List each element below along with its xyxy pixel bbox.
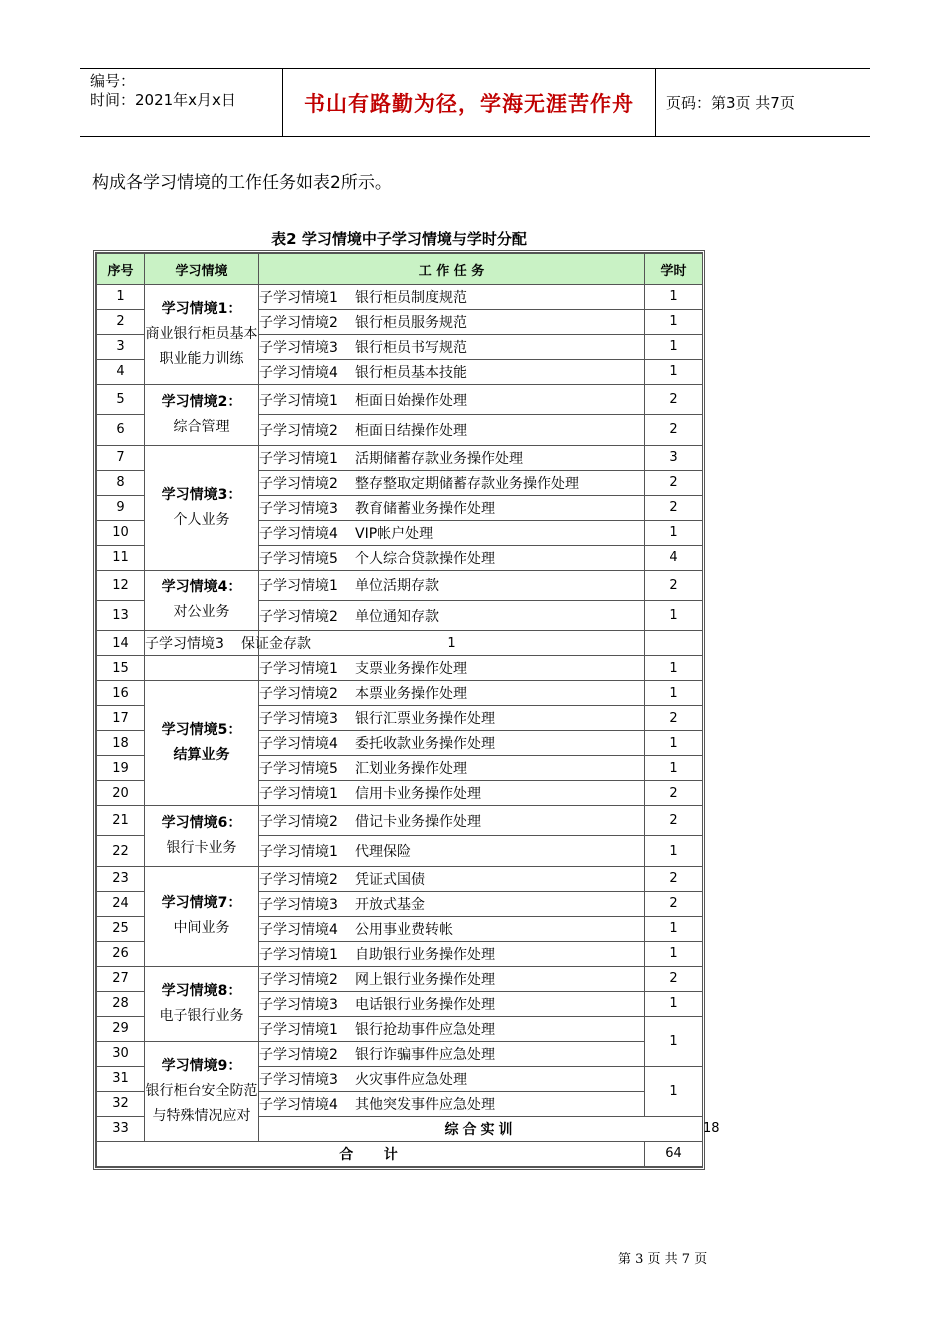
- task-name: 个人综合贷款操作处理: [355, 550, 495, 567]
- sub-situation: 子学习情境1: [259, 844, 338, 861]
- table-row: [97, 681, 703, 706]
- hours-table: [93, 250, 720, 1170]
- hours-cell: 1: [259, 631, 645, 656]
- situation-cell: [145, 681, 259, 806]
- training-row: 33 综合实训 18: [97, 1116, 703, 1141]
- situation-title: 学习情境5：: [161, 722, 242, 739]
- row-no: 33: [97, 1116, 145, 1141]
- task-name: 保证金存款: [241, 636, 311, 653]
- task-name: 委托收款业务操作处理: [355, 736, 495, 753]
- table-row: [97, 631, 703, 656]
- task-cell: [259, 731, 645, 756]
- task-cell: [259, 384, 645, 414]
- header-page-cell: [656, 69, 870, 136]
- task-cell: [259, 520, 645, 545]
- row-no: 10: [97, 520, 145, 545]
- situation-cell: [145, 285, 259, 385]
- task-name: 活期储蓄存款业务操作处理: [355, 450, 523, 467]
- sub-situation: 子学习情境1: [259, 450, 338, 467]
- row-no: 15: [97, 656, 145, 681]
- task-name: 公用事业费转帐: [355, 921, 453, 938]
- task-cell: [259, 415, 645, 445]
- task-cell: [259, 756, 645, 781]
- hours-cell: 2: [645, 781, 703, 806]
- task-cell: [145, 631, 311, 656]
- sub-situation: 子学习情境1: [259, 946, 338, 963]
- table-row: [97, 866, 703, 891]
- situation-title: 学习情境6：: [161, 814, 242, 831]
- task-name: VIP帐户处理: [355, 525, 434, 542]
- page-header: [80, 68, 870, 137]
- task-name: 银行汇票业务操作处理: [355, 711, 495, 728]
- task-cell: [259, 781, 645, 806]
- sub-situation: 子学习情境3: [259, 339, 338, 356]
- task-name: 柜面日结操作处理: [355, 422, 467, 439]
- table-row: [97, 285, 703, 310]
- row-no: 17: [97, 706, 145, 731]
- sub-situation: 子学习情境4: [259, 921, 338, 938]
- table-row: [97, 384, 703, 414]
- row-no: 30: [97, 1041, 145, 1066]
- situation-desc: 银行柜台安全防范与特殊情况应对: [145, 1082, 258, 1124]
- total-row: [97, 1141, 703, 1166]
- task-cell: [259, 1091, 645, 1116]
- table-row: [97, 570, 703, 600]
- task-cell: [259, 656, 645, 681]
- row-no: 13: [97, 600, 145, 630]
- situation-cell: [145, 445, 259, 570]
- sub-situation: 子学习情境2: [259, 686, 338, 703]
- row-no: 28: [97, 991, 145, 1016]
- task-cell: [259, 309, 645, 334]
- task-name: 代理保险: [355, 844, 411, 861]
- task-cell: [259, 359, 645, 384]
- hours-cell: 1: [645, 520, 703, 545]
- row-no: 4: [97, 359, 145, 384]
- task-cell: [259, 891, 645, 916]
- sub-situation: 子学习情境2: [259, 871, 338, 888]
- header-hours: 学时: [645, 254, 703, 285]
- doc-time: 时间：2021年x月x日: [90, 91, 236, 109]
- task-name: 银行柜员制度规范: [355, 289, 467, 306]
- row-no: 12: [97, 570, 145, 600]
- task-cell: [259, 966, 645, 991]
- hours-cell: 1: [645, 836, 703, 866]
- situation-desc: 商业银行柜员基本职业能力训练: [145, 325, 258, 367]
- motto: 书山有路勤为径，学海无涯苦作舟: [304, 91, 634, 116]
- task-name: 火灾事件应急处理: [355, 1071, 467, 1088]
- hours-cell: 1: [645, 285, 703, 310]
- situation-desc: 中间业务: [173, 920, 230, 937]
- task-name: 电话银行业务操作处理: [355, 996, 495, 1013]
- row-no: 31: [97, 1066, 145, 1091]
- sub-situation: 子学习情境2: [259, 475, 338, 492]
- training-label: 综合实训: [259, 1116, 703, 1141]
- table-row: [97, 656, 703, 681]
- task-cell: [259, 495, 645, 520]
- situation-cell: [145, 656, 259, 681]
- task-name: 信用卡业务操作处理: [355, 786, 481, 803]
- hours-cell: 2: [645, 570, 703, 600]
- hours-cell: 2: [645, 384, 703, 414]
- situation-title: 学习情境8：: [161, 982, 242, 999]
- hours-cell: 1: [645, 1016, 703, 1066]
- task-cell: [259, 1016, 645, 1041]
- intro-text: 构成各学习情境的工作任务如表2所示。: [92, 173, 392, 193]
- hours-cell: 1: [645, 359, 703, 384]
- task-name: 银行柜员服务规范: [355, 314, 467, 331]
- hours-cell: 1: [645, 600, 703, 630]
- hours-cell: 1: [645, 334, 703, 359]
- sub-situation: 子学习情境5: [259, 550, 338, 567]
- task-cell: [259, 570, 645, 600]
- table-row: [97, 806, 703, 836]
- header-no: 序号: [97, 254, 145, 285]
- task-cell: [259, 334, 645, 359]
- row-no: 9: [97, 495, 145, 520]
- row-no: 24: [97, 891, 145, 916]
- table-caption: 表2 学习情境中子学习情境与学时分配: [271, 230, 527, 248]
- row-no: 2: [97, 309, 145, 334]
- hours-cell: 2: [645, 966, 703, 991]
- hours-cell: 2: [645, 706, 703, 731]
- row-no: 18: [97, 731, 145, 756]
- situation-title: 学习情境2：: [161, 393, 242, 410]
- situation-desc: 综合管理: [173, 418, 230, 435]
- page-info: 页码：第3页 共7页: [666, 94, 795, 112]
- situation-title: 学习情境1：: [161, 300, 242, 317]
- table-row: [97, 966, 703, 991]
- task-name: 自助银行业务操作处理: [355, 946, 495, 963]
- situation-desc: 结算业务: [173, 747, 230, 764]
- row-no: 14: [97, 631, 145, 656]
- row-no: 8: [97, 470, 145, 495]
- table-header-row: [97, 254, 703, 285]
- task-cell: [259, 445, 645, 470]
- task-name: 教育储蓄业务操作处理: [355, 500, 495, 517]
- page-footer: 第 3 页 共 7 页: [618, 1252, 708, 1267]
- task-cell: [259, 941, 645, 966]
- row-no: 7: [97, 445, 145, 470]
- sub-situation: 子学习情境1: [259, 661, 338, 678]
- row-no: 16: [97, 681, 145, 706]
- sub-situation: 子学习情境2: [259, 813, 338, 830]
- sub-situation: 子学习情境3: [259, 896, 338, 913]
- task-cell: [259, 706, 645, 731]
- hours-cell: 2: [645, 470, 703, 495]
- hours-cell: 1: [645, 941, 703, 966]
- row-no: 11: [97, 545, 145, 570]
- hours-cell: 1: [645, 681, 703, 706]
- row-no: 5: [97, 384, 145, 414]
- task-name: 银行诈骗事件应急处理: [355, 1046, 495, 1063]
- row-no: 1: [97, 285, 145, 310]
- row-no: 26: [97, 941, 145, 966]
- task-name: 整存整取定期储蓄存款业务操作处理: [355, 475, 579, 492]
- sub-situation: 子学习情境2: [259, 1046, 338, 1063]
- situation-cell: [145, 384, 259, 445]
- sub-situation: 子学习情境4: [259, 736, 338, 753]
- sub-situation: 子学习情境1: [259, 392, 338, 409]
- row-no: 19: [97, 756, 145, 781]
- situation-cell: [145, 966, 259, 1041]
- task-cell: [259, 1041, 645, 1066]
- header-meta-cell: [80, 69, 283, 136]
- task-name: 柜面日始操作处理: [355, 392, 467, 409]
- row-no: 27: [97, 966, 145, 991]
- hours-cell: 1: [645, 309, 703, 334]
- sub-situation: 子学习情境3: [259, 711, 338, 728]
- hours-cell: 1: [645, 756, 703, 781]
- sub-situation: 子学习情境3: [259, 500, 338, 517]
- task-name: 凭证式国债: [355, 871, 425, 888]
- header-task: 工 作 任 务: [259, 254, 645, 285]
- task-name: 本票业务操作处理: [355, 686, 467, 703]
- task-name: 开放式基金: [355, 896, 425, 913]
- hours-cell: 2: [645, 866, 703, 891]
- sub-situation: 子学习情境2: [259, 608, 338, 625]
- task-cell: [259, 681, 645, 706]
- situation-cell: [145, 866, 259, 966]
- task-cell: [259, 285, 645, 310]
- situation-title: 学习情境4：: [161, 579, 242, 596]
- hours-cell: 1: [645, 731, 703, 756]
- total-label: 合 计: [97, 1141, 645, 1166]
- row-no: 32: [97, 1091, 145, 1116]
- sub-situation: 子学习情境2: [259, 971, 338, 988]
- situation-desc: 银行卡业务: [166, 839, 237, 856]
- sub-situation: 子学习情境3: [145, 636, 224, 653]
- task-cell: [259, 600, 645, 630]
- task-cell: [259, 991, 645, 1016]
- hours-cell: 3: [645, 445, 703, 470]
- task-name: 单位通知存款: [355, 608, 439, 625]
- hours-cell: 2: [645, 495, 703, 520]
- row-no: 6: [97, 415, 145, 445]
- header-motto-cell: [283, 69, 656, 136]
- sub-situation: 子学习情境3: [259, 996, 338, 1013]
- situation-cell: [145, 806, 259, 867]
- hours-cell: 4: [645, 545, 703, 570]
- row-no: 29: [97, 1016, 145, 1041]
- task-name: 银行抢劫事件应急处理: [355, 1021, 495, 1038]
- row-no: 20: [97, 781, 145, 806]
- sub-situation: 子学习情境4: [259, 364, 338, 381]
- task-name: 支票业务操作处理: [355, 661, 467, 678]
- situation-title: 学习情境7：: [161, 895, 242, 912]
- task-cell: [259, 545, 645, 570]
- table-row: [97, 445, 703, 470]
- doc-code: 编号：: [90, 72, 136, 90]
- row-no: 3: [97, 334, 145, 359]
- task-name: 网上银行业务操作处理: [355, 971, 495, 988]
- total-hours: 64: [645, 1141, 703, 1166]
- row-no: 23: [97, 866, 145, 891]
- header-situation: 学习情境: [145, 254, 259, 285]
- table-body: [97, 285, 720, 1167]
- situation-cell: [145, 570, 259, 631]
- task-name: 借记卡业务操作处理: [355, 813, 481, 830]
- situation-title: 学习情境9：: [161, 1057, 242, 1074]
- hours-cell: 1: [645, 991, 703, 1016]
- row-no: 25: [97, 916, 145, 941]
- hours-cell: 2: [645, 415, 703, 445]
- task-name: 银行柜员基本技能: [355, 364, 467, 381]
- sub-situation: 子学习情境4: [259, 525, 338, 542]
- situation-desc: 个人业务: [173, 511, 230, 528]
- task-name: 汇划业务操作处理: [355, 761, 467, 778]
- task-cell: [259, 470, 645, 495]
- table-row: [97, 1041, 703, 1066]
- situation-title: 学习情境3：: [161, 486, 242, 503]
- situation-desc: 对公业务: [173, 604, 230, 621]
- task-name: 银行柜员书写规范: [355, 339, 467, 356]
- situation-cell: [145, 1041, 259, 1141]
- sub-situation: 子学习情境2: [259, 422, 338, 439]
- hours-cell: 1: [645, 656, 703, 681]
- sub-situation: 子学习情境1: [259, 786, 338, 803]
- sub-situation: 子学习情境3: [259, 1071, 338, 1088]
- hours-cell: 1: [645, 1066, 703, 1116]
- sub-situation: 子学习情境5: [259, 761, 338, 778]
- sub-situation: 子学习情境4: [259, 1096, 338, 1113]
- task-name: 其他突发事件应急处理: [355, 1096, 495, 1113]
- task-cell: [259, 806, 645, 836]
- sub-situation: 子学习情境1: [259, 1021, 338, 1038]
- task-cell: [259, 836, 645, 866]
- hours-cell: 1: [645, 916, 703, 941]
- task-cell: [259, 916, 645, 941]
- task-cell: [259, 1066, 645, 1091]
- sub-situation: 子学习情境1: [259, 578, 338, 595]
- task-name: 单位活期存款: [355, 578, 439, 595]
- row-no: 21: [97, 806, 145, 836]
- sub-situation: 子学习情境2: [259, 314, 338, 331]
- hours-cell: 2: [645, 891, 703, 916]
- row-no: 22: [97, 836, 145, 866]
- situation-desc: 电子银行业务: [159, 1007, 244, 1024]
- hours-cell: 2: [645, 806, 703, 836]
- task-cell: [259, 866, 645, 891]
- sub-situation: 子学习情境1: [259, 289, 338, 306]
